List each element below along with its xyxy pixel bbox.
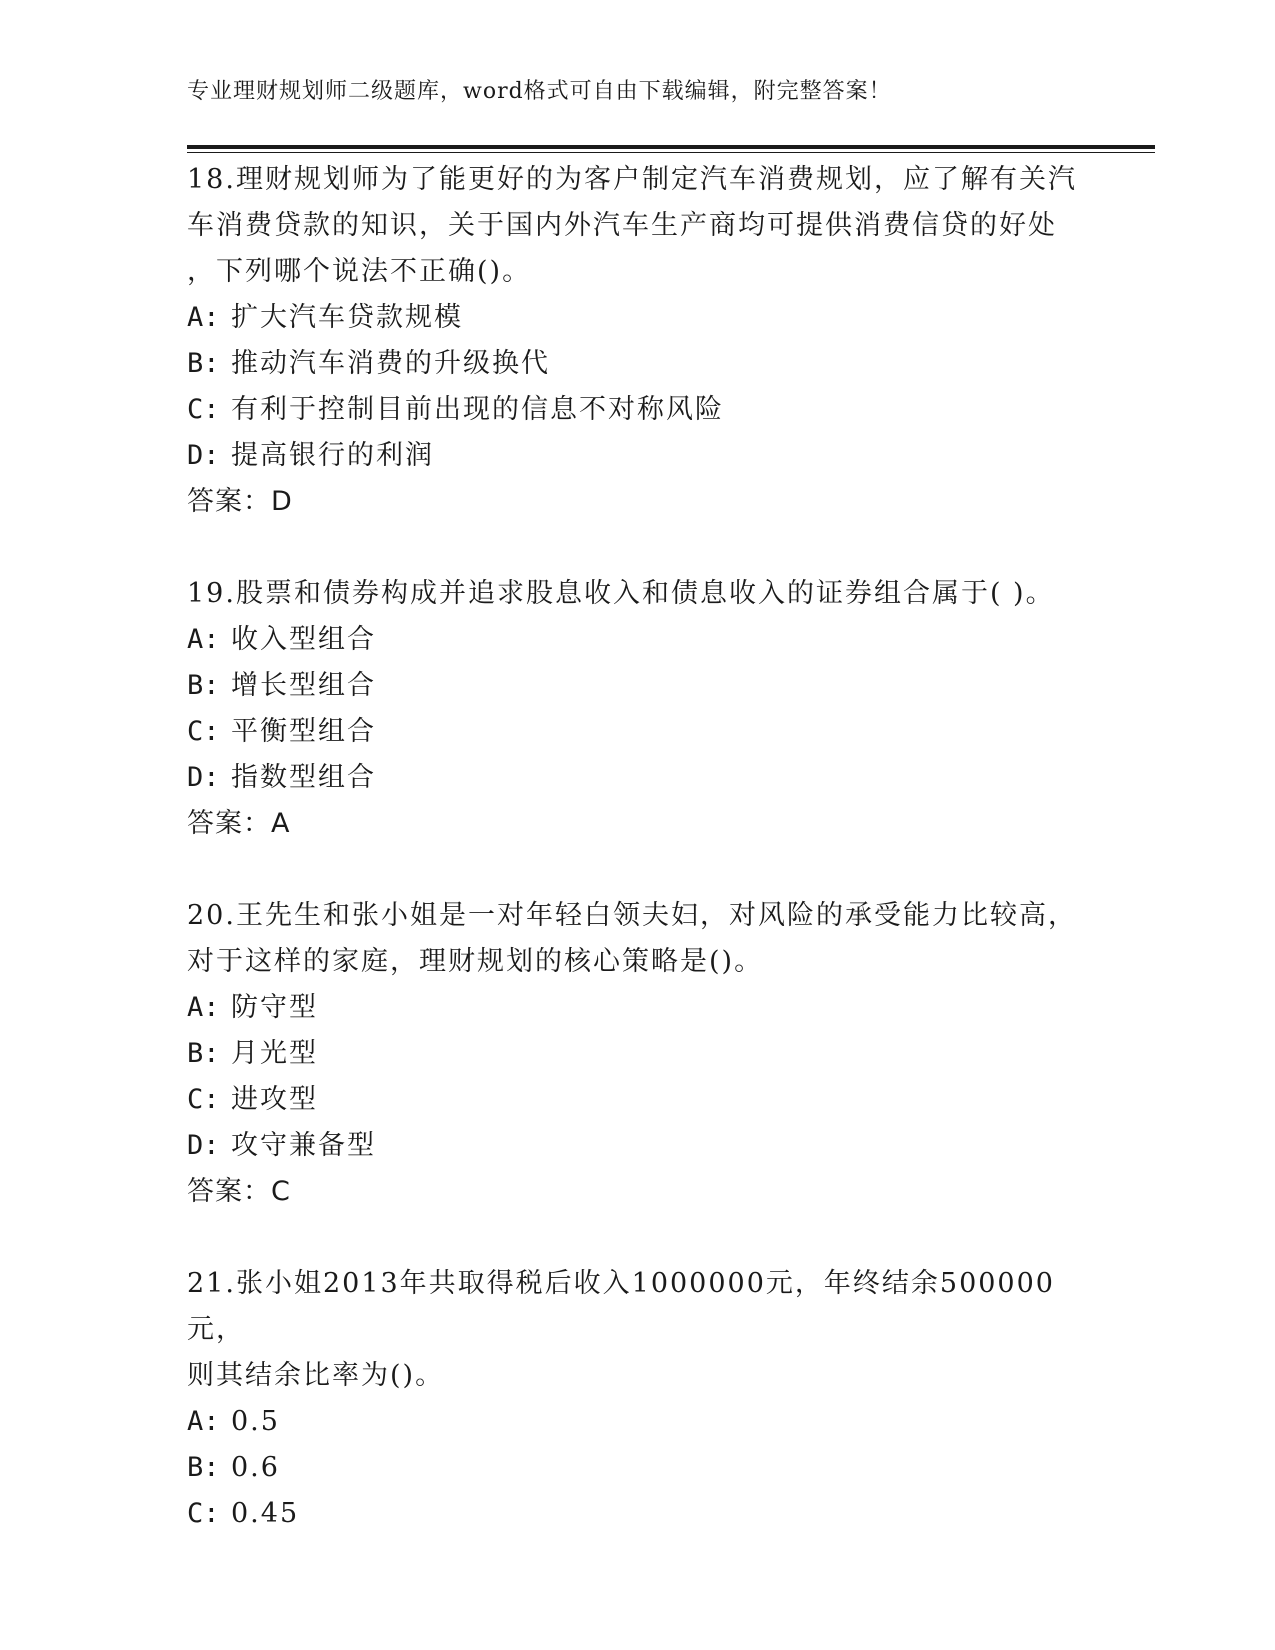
- answer-option: [187, 709, 1087, 755]
- option-letter: A:: [187, 1406, 220, 1437]
- option-text: 增长型组合: [231, 670, 376, 701]
- question-spacer: [187, 1215, 1087, 1261]
- question-stem-line: 21.张小姐2013年共取得税后收入1000000元，年终结余500000元，: [187, 1268, 1055, 1345]
- option-text: 指数型组合: [231, 762, 376, 793]
- answer-option: [187, 433, 1087, 479]
- option-text: 有利于控制目前出现的信息不对称风险: [231, 394, 724, 425]
- question-spacer: [187, 847, 1087, 893]
- option-text: 平衡型组合: [231, 716, 376, 747]
- option-letter: B:: [187, 348, 220, 379]
- question-list: [187, 157, 1087, 1537]
- option-text: 扩大汽车贷款规模: [231, 302, 463, 333]
- answer-option: [187, 1399, 1087, 1445]
- header-rule-thin: [187, 152, 1155, 153]
- option-letter: B:: [187, 670, 220, 701]
- option-text: 提高银行的利润: [231, 440, 434, 471]
- question-stem-line: 对于这样的家庭，理财规划的核心策略是()。: [187, 946, 764, 977]
- option-letter: D:: [187, 762, 220, 793]
- question-block: [187, 157, 1087, 525]
- answer-option: [187, 663, 1087, 709]
- option-text: 收入型组合: [231, 624, 376, 655]
- answer-key: 答案：D: [187, 486, 293, 517]
- option-letter: D:: [187, 440, 220, 471]
- answer-key: 答案：C: [187, 1176, 291, 1207]
- answer-option: [187, 1445, 1087, 1491]
- answer-key: 答案：A: [187, 808, 291, 839]
- option-letter: D:: [187, 1130, 220, 1161]
- answer-option: [187, 985, 1087, 1031]
- answer-option: [187, 1031, 1087, 1077]
- option-text: 推动汽车消费的升级换代: [231, 348, 550, 379]
- answer-option: [187, 1077, 1087, 1123]
- option-text: 0.5: [231, 1406, 280, 1437]
- answer-option: [187, 755, 1087, 801]
- option-letter: C:: [187, 716, 220, 747]
- question-block: [187, 571, 1087, 847]
- question-stem-line: 18.理财规划师为了能更好的为客户制定汽车消费规划，应了解有关汽: [187, 164, 1077, 195]
- answer-option: [187, 1491, 1087, 1537]
- option-letter: C:: [187, 1498, 220, 1529]
- option-letter: C:: [187, 1084, 220, 1115]
- option-letter: A:: [187, 302, 220, 333]
- answer-option: [187, 387, 1087, 433]
- answer-option: [187, 295, 1087, 341]
- option-letter: B:: [187, 1038, 220, 1069]
- option-letter: C:: [187, 394, 220, 425]
- option-letter: A:: [187, 624, 220, 655]
- option-text: 0.45: [231, 1498, 300, 1529]
- option-letter: A:: [187, 992, 220, 1023]
- question-spacer: [187, 525, 1087, 571]
- question-stem-line: 19.股票和债券构成并追求股息收入和债息收入的证券组合属于( )。: [187, 578, 1055, 609]
- question-block: [187, 893, 1087, 1215]
- option-text: 0.6: [231, 1452, 280, 1483]
- question-stem-line: 则其结余比率为()。: [187, 1360, 445, 1391]
- option-text: 攻守兼备型: [231, 1130, 376, 1161]
- question-stem-line: 车消费贷款的知识，关于国内外汽车生产商均可提供消费信贷的好处: [187, 210, 1057, 241]
- option-text: 月光型: [231, 1038, 318, 1069]
- question-stem-line: ，下列哪个说法不正确()。: [187, 256, 532, 287]
- question-block: [187, 1261, 1087, 1537]
- answer-option: [187, 341, 1087, 387]
- answer-option: [187, 617, 1087, 663]
- page-header-title: 专业理财规划师二级题库，word格式可自由下载编辑，附完整答案！: [187, 79, 892, 104]
- answer-option: [187, 1123, 1087, 1169]
- option-text: 防守型: [231, 992, 318, 1023]
- option-letter: B:: [187, 1452, 220, 1483]
- header-rule-thick: [187, 145, 1155, 149]
- question-stem-line: 20.王先生和张小姐是一对年轻白领夫妇，对风险的承受能力比较高，: [187, 900, 1077, 931]
- option-text: 进攻型: [231, 1084, 318, 1115]
